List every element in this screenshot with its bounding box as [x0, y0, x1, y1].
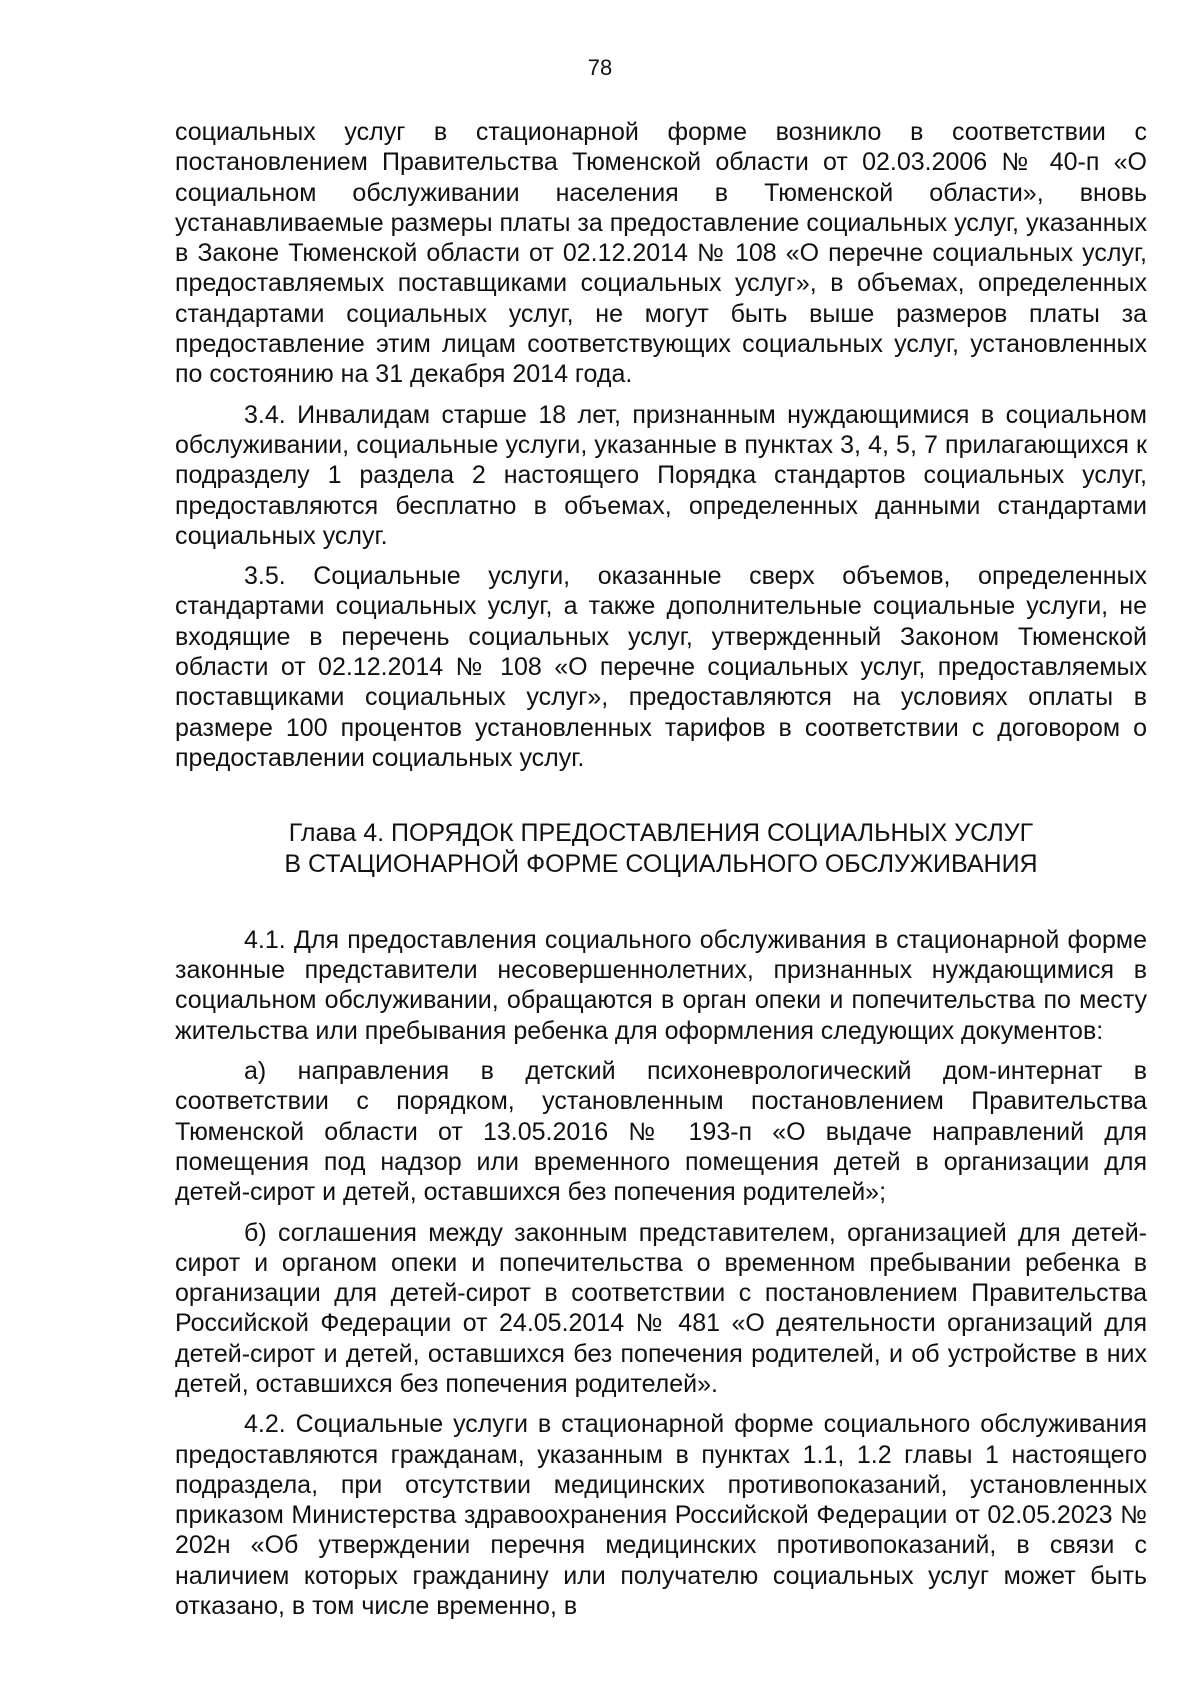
paragraph-item-b: б) соглашения между законным представителем, организацией для детей-сирот и органом опеки и попечительства о временном пребывании ребенка в организации для детей-сирот в соответствии с постановлением Правительства Российской Федерации от 24.05.2014 № 481 «О деятельности организаций для детей-сирот и детей, оставшихся без попечения родителей, и об устройстве в них детей, оставшихся без попечения родителей».: [175, 1218, 1147, 1398]
chapter-heading: [175, 818, 1147, 879]
document-body: [175, 117, 1147, 1631]
paragraph-item-a: а) направления в детский психоневрологический дом-интернат в соответствии с порядком, установленным постановлением Правительства Тюменской области от 13.05.2016 № 193-п «О выдаче направлений для помещения под надзор или временного помещения детей в организации для детей-сирот и детей, оставшихся без попечения родителей»;: [175, 1057, 1147, 1207]
chapter-heading-line-1: Глава 4. ПОРЯДОК ПРЕДОСТАВЛЕНИЯ СОЦИАЛЬНЫХ УСЛУГ: [288, 819, 1034, 848]
paragraph-3-5: 3.5. Социальные услуги, оказанные сверх объемов, определенных стандартами социальных услуг, а также дополнительные социальные услуги, не входящие в перечень социальных услуг, утвержденный Законом Тюменской области от 02.12.2014 № 108 «О перечне социальных услуг, предоставляемых поставщиками социальных услуг», предоставляются на условиях оплаты в размере 100 процентов установленных тарифов в соответствии с договором о предоставлении социальных услуг.: [175, 562, 1147, 772]
chapter-heading-line-2: В СТАЦИОНАРНОЙ ФОРМЕ СОЦИАЛЬНОГО ОБСЛУЖИВАНИЯ: [284, 849, 1038, 878]
paragraph-3-4: 3.4. Инвалидам старше 18 лет, признанным нуждающимися в социальном обслуживании, социальные услуги, указанные в пунктах 3, 4, 5, 7 прилагающихся к подразделу 1 раздела 2 настоящего Порядка стандартов социальных услуг, предоставляются бесплатно в объемах, определенных данными стандартами социальных услуг.: [175, 400, 1147, 550]
paragraph-4-1: 4.1. Для предоставления социального обслуживания в стационарной форме законные представители несовершеннолетних, признанных нуждающимися в социальном обслуживании, обращаются в орган опеки и попечительства по месту жительства или пребывания ребенка для оформления следующих документов:: [175, 925, 1147, 1045]
page-number: 78: [587, 55, 613, 80]
paragraph-4-2: 4.2. Социальные услуги в стационарной форме социального обслуживания предоставляются гражданам, указанным в пунктах 1.1, 1.2 главы 1 настоящего подраздела, при отсутствии медицинских противопоказаний, установленных приказом Министерства здравоохранения Российской Федерации от 02.05.2023 № 202н «Об утверждении перечня медицинских противопоказаний, в связи с наличием которых гражданину или получателю социальных услуг может быть отказано, в том числе временно, в: [175, 1410, 1147, 1621]
paragraph-continuation: социальных услуг в стационарной форме возникло в соответствии с постановлением Правительства Тюменской области от 02.03.2006 № 40-п «О социальном обслуживании населения в Тюменской области», вновь устанавливаемые размеры платы за предоставление социальных услуг, указанных в Законе Тюменской области от 02.12.2014 № 108 «О перечне социальных услуг, предоставляемых поставщиками социальных услуг», в объемах, определенных стандартами социальных услуг, не могут быть выше размеров платы за предоставление этим лицам соответствующих социальных услуг, установленных по состоянию на 31 декабря 2014 года.: [175, 118, 1147, 389]
